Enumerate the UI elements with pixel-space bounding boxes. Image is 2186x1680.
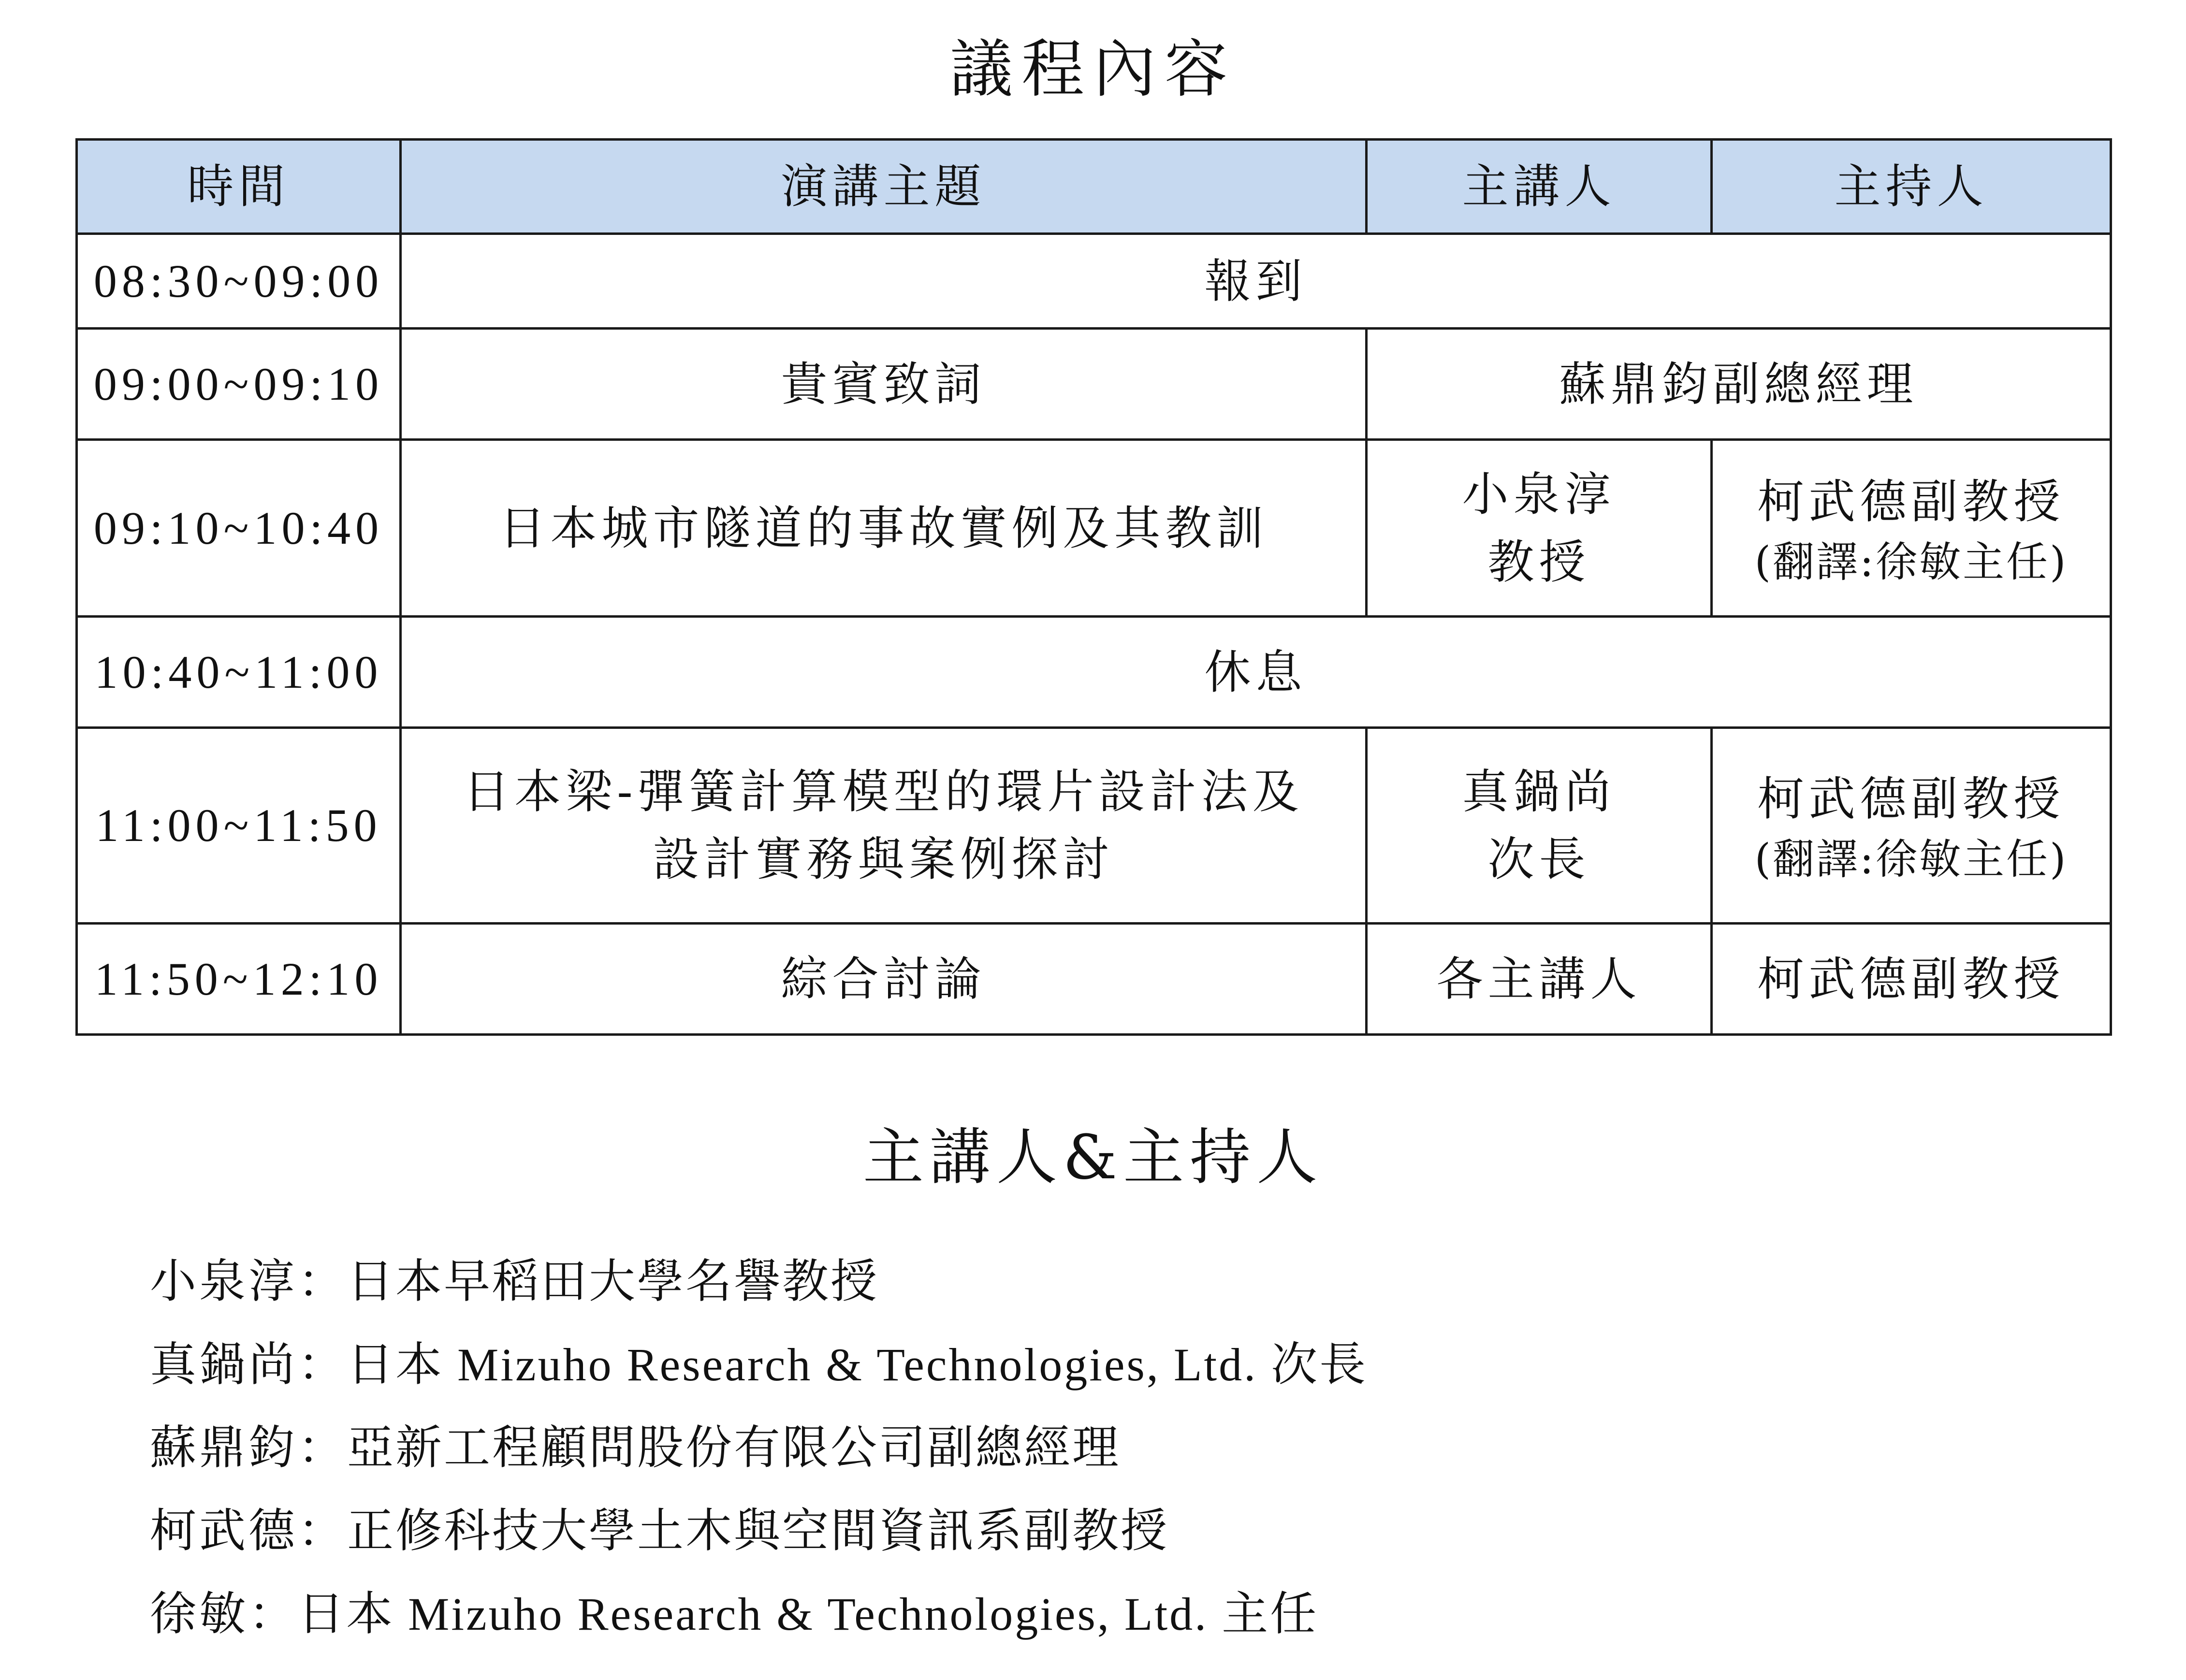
bio-item — [150, 1406, 2035, 1489]
speaker-name: 真鍋尚 — [1462, 765, 1616, 819]
host-translation-note: (翻譯:徐敏主任) — [1754, 537, 2068, 586]
speaker-name: 小泉淳 — [1462, 467, 1616, 521]
agenda-row — [77, 440, 2111, 617]
row-speaker-host: 蘇鼎鈞副總經理 — [1367, 329, 2111, 440]
row-host — [1712, 728, 2111, 924]
header-speaker: 主講人 — [1367, 140, 1712, 234]
row-topic: 報到 — [401, 234, 2111, 329]
bio-text: 日本 Mizuho Research & Technologies, Ltd. 次長 — [347, 1339, 1368, 1390]
agenda-row — [77, 329, 2111, 440]
row-topic — [401, 728, 1367, 924]
topic-line: 設計實務與案例探討 — [653, 832, 1114, 886]
page-title: 議程內容 — [949, 32, 1236, 106]
bio-item — [150, 1240, 2035, 1323]
agenda-header-row — [77, 140, 2111, 234]
speaker-title: 教授 — [1487, 535, 1590, 589]
bio-name: 蘇鼎鈞 — [150, 1420, 298, 1475]
row-topic: 休息 — [401, 617, 2111, 728]
row-time: 09:10~10:40 — [77, 440, 401, 617]
agenda-row — [77, 617, 2111, 728]
row-speaker — [1367, 440, 1712, 617]
agenda-table — [75, 138, 2112, 1036]
row-time: 11:00~11:50 — [77, 728, 401, 924]
agenda-row — [77, 924, 2111, 1035]
bio-list — [150, 1240, 2035, 1655]
bio-item — [150, 1572, 2035, 1655]
bio-item — [150, 1489, 2035, 1572]
header-host: 主持人 — [1712, 140, 2111, 234]
row-time: 09:00~09:10 — [77, 329, 401, 440]
row-speaker — [1367, 728, 1712, 924]
row-topic: 貴賓致詞 — [401, 329, 1367, 440]
bio-text: 日本早稻田大學名譽教授 — [347, 1256, 879, 1307]
row-speaker: 各主講人 — [1367, 924, 1712, 1035]
bio-item — [150, 1323, 2035, 1406]
host-name: 柯武德副教授 — [1757, 474, 2065, 529]
bio-text: 正修科技大學土木與空間資訊系副教授 — [347, 1505, 1169, 1557]
header-time: 時間 — [77, 140, 401, 234]
row-time: 10:40~11:00 — [77, 617, 401, 728]
bio-separator: ： — [298, 1504, 347, 1558]
row-host: 柯武德副教授 — [1712, 924, 2111, 1035]
agenda-row — [77, 728, 2111, 924]
host-translation-note: (翻譯:徐敏主任) — [1754, 835, 2068, 883]
row-time: 11:50~12:10 — [77, 924, 401, 1035]
topic-line: 日本梁-彈簧計算模型的環片設計法及 — [463, 765, 1304, 819]
row-time: 08:30~09:00 — [77, 234, 401, 329]
bio-name: 徐敏 — [150, 1587, 248, 1641]
bio-name: 真鍋尚 — [150, 1337, 298, 1391]
bio-separator: ： — [298, 1337, 347, 1391]
header-topic: 演講主題 — [401, 140, 1367, 234]
bio-separator: ： — [298, 1254, 347, 1308]
bio-separator: ： — [248, 1587, 298, 1641]
host-name: 柯武德副教授 — [1757, 772, 2065, 826]
bio-text: 日本 Mizuho Research & Technologies, Ltd. 主任 — [298, 1588, 1319, 1640]
section-title: 主講人&主持人 — [862, 1122, 1324, 1193]
agenda-row — [77, 234, 2111, 329]
row-topic: 綜合討論 — [401, 924, 1367, 1035]
bio-name: 小泉淳 — [150, 1254, 298, 1308]
row-topic: 日本城市隧道的事故實例及其教訓 — [401, 440, 1367, 617]
bio-name: 柯武德 — [150, 1504, 298, 1558]
speaker-title: 次長 — [1487, 832, 1590, 886]
bio-separator: ： — [298, 1420, 347, 1475]
row-host — [1712, 440, 2111, 617]
bio-text: 亞新工程顧問股份有限公司副總經理 — [347, 1422, 1121, 1474]
